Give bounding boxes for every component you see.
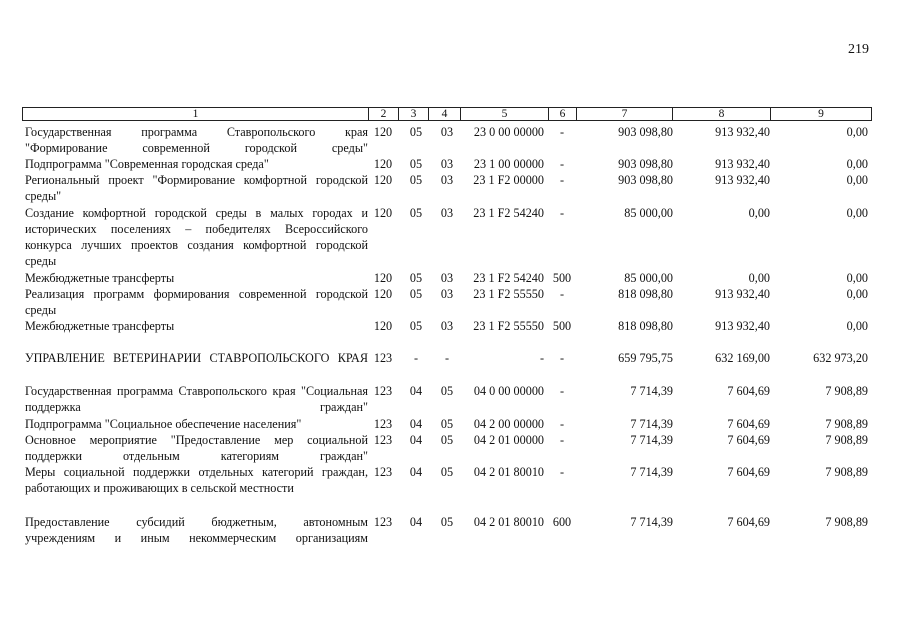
row-col-7: 903 098,80 bbox=[618, 157, 673, 171]
row-col-3: 05 bbox=[409, 206, 423, 220]
row-col-6: 500 bbox=[552, 271, 572, 285]
row-col-4: 03 bbox=[440, 271, 454, 285]
row-col-2: 123 bbox=[373, 465, 393, 479]
row-col-5: 23 1 F2 54240 bbox=[473, 206, 544, 220]
row-col-8: 913 932,40 bbox=[715, 287, 770, 301]
row-col-3: 05 bbox=[409, 157, 423, 171]
row-col-6: 600 bbox=[552, 515, 572, 529]
row-name: Основное мероприятие "Предоставление мер социальной поддержки отдельным категориям граждан" bbox=[25, 433, 368, 463]
header-col-3: 3 bbox=[399, 108, 429, 120]
header-col-6: 6 bbox=[549, 108, 577, 120]
row-col-9: 7 908,89 bbox=[825, 417, 868, 431]
row-name: Подпрограмма "Современная городская среда" bbox=[25, 157, 269, 171]
row-name: Межбюджетные трансферты bbox=[25, 319, 175, 333]
row-col-8: 913 932,40 bbox=[715, 173, 770, 187]
row-col-9: 7 908,89 bbox=[825, 465, 868, 479]
row-col-3: 04 bbox=[409, 515, 423, 529]
row-col-8: 913 932,40 bbox=[715, 319, 770, 333]
row-col-4: - bbox=[444, 351, 450, 365]
row-col-2: 120 bbox=[373, 157, 393, 171]
row-col-7: 903 098,80 bbox=[618, 173, 673, 187]
row-col-2: 123 bbox=[373, 384, 393, 398]
row-col-3: 04 bbox=[409, 384, 423, 398]
row-col-5: 23 1 F2 54240 bbox=[473, 271, 544, 285]
row-col-8: 7 604,69 bbox=[727, 433, 770, 447]
row-col-3: 04 bbox=[409, 465, 423, 479]
row-name: УПРАВЛЕНИЕ ВЕТЕРИНАРИИ СТАВРОПОЛЬСКОГО КРАЯ bbox=[25, 351, 368, 365]
row-col-2: 120 bbox=[373, 287, 393, 301]
row-col-4: 05 bbox=[440, 433, 454, 447]
row-col-9: 0,00 bbox=[846, 206, 868, 220]
row-col-5: 23 1 F2 00000 bbox=[473, 173, 544, 187]
row-col-3: 05 bbox=[409, 319, 423, 333]
header-col-2: 2 bbox=[369, 108, 399, 120]
row-col-6: - bbox=[559, 157, 565, 171]
row-col-4: 05 bbox=[440, 384, 454, 398]
row-col-4: 03 bbox=[440, 125, 454, 139]
row-col-3: - bbox=[413, 351, 419, 365]
row-col-9: 0,00 bbox=[846, 125, 868, 139]
row-name: Предоставление субсидий бюджетным, автономным учреждениям и иным некоммерческим организациям bbox=[25, 515, 368, 545]
row-col-8: 7 604,69 bbox=[727, 417, 770, 431]
row-col-5: 04 2 01 00000 bbox=[473, 433, 544, 447]
row-name: Государственная программа Ставропольского края "Формирование современной городской среды" bbox=[25, 125, 368, 155]
row-name: Межбюджетные трансферты bbox=[25, 271, 175, 285]
row-col-9: 0,00 bbox=[846, 157, 868, 171]
header-col-5: 5 bbox=[461, 108, 549, 120]
row-col-4: 03 bbox=[440, 319, 454, 333]
row-col-7: 85 000,00 bbox=[624, 271, 673, 285]
row-col-8: 913 932,40 bbox=[715, 157, 770, 171]
row-col-7: 7 714,39 bbox=[630, 384, 673, 398]
row-col-6: - bbox=[559, 287, 565, 301]
row-col-6: - bbox=[559, 433, 565, 447]
row-col-7: 659 795,75 bbox=[618, 351, 673, 365]
row-col-6: - bbox=[559, 465, 565, 479]
row-col-6: - bbox=[559, 384, 565, 398]
row-col-9: 0,00 bbox=[846, 287, 868, 301]
row-name: Государственная программа Ставропольского края "Социальная поддержка граждан" bbox=[25, 384, 368, 414]
row-col-7: 818 098,80 bbox=[618, 319, 673, 333]
row-name: Меры социальной поддержки отдельных категорий граждан, работающих и проживающих в сельской местности bbox=[25, 465, 368, 495]
row-col-2: 120 bbox=[373, 173, 393, 187]
row-name: Региональный проект "Формирование комфортной городской среды" bbox=[25, 173, 368, 203]
row-col-2: 123 bbox=[373, 515, 393, 529]
row-col-5: 23 1 F2 55550 bbox=[473, 319, 544, 333]
header-col-8: 8 bbox=[673, 108, 771, 120]
row-col-3: 04 bbox=[409, 417, 423, 431]
row-col-5: - bbox=[539, 351, 544, 365]
row-col-9: 0,00 bbox=[846, 319, 868, 333]
row-col-7: 7 714,39 bbox=[630, 417, 673, 431]
row-col-8: 7 604,69 bbox=[727, 384, 770, 398]
row-col-2: 120 bbox=[373, 206, 393, 220]
row-col-9: 632 973,20 bbox=[813, 351, 868, 365]
header-col-7: 7 bbox=[577, 108, 673, 120]
row-col-8: 632 169,00 bbox=[715, 351, 770, 365]
row-col-4: 05 bbox=[440, 465, 454, 479]
row-col-5: 23 1 F2 55550 bbox=[473, 287, 544, 301]
row-col-4: 03 bbox=[440, 173, 454, 187]
row-col-9: 7 908,89 bbox=[825, 515, 868, 529]
row-col-4: 03 bbox=[440, 157, 454, 171]
row-name: Реализация программ формирования современной городской среды bbox=[25, 287, 368, 317]
row-col-5: 04 2 01 80010 bbox=[473, 465, 544, 479]
row-col-3: 05 bbox=[409, 287, 423, 301]
row-col-2: 120 bbox=[373, 271, 393, 285]
row-col-7: 903 098,80 bbox=[618, 125, 673, 139]
row-col-8: 913 932,40 bbox=[715, 125, 770, 139]
row-col-2: 120 bbox=[373, 125, 393, 139]
row-col-7: 7 714,39 bbox=[630, 515, 673, 529]
row-col-5: 04 2 01 80010 bbox=[473, 515, 544, 529]
row-col-4: 05 bbox=[440, 515, 454, 529]
row-name: Подпрограмма "Социальное обеспечение населения" bbox=[25, 417, 302, 431]
row-col-7: 818 098,80 bbox=[618, 287, 673, 301]
row-col-6: - bbox=[559, 351, 565, 365]
row-col-5: 04 2 00 00000 bbox=[473, 417, 544, 431]
header-col-1: 1 bbox=[23, 108, 369, 120]
row-col-5: 23 1 00 00000 bbox=[473, 157, 544, 171]
row-col-8: 7 604,69 bbox=[727, 465, 770, 479]
row-col-6: - bbox=[559, 417, 565, 431]
row-col-2: 123 bbox=[373, 417, 393, 431]
page-number: 219 bbox=[848, 42, 869, 57]
row-col-7: 7 714,39 bbox=[630, 433, 673, 447]
row-col-3: 05 bbox=[409, 271, 423, 285]
row-col-9: 0,00 bbox=[846, 173, 868, 187]
row-col-8: 0,00 bbox=[748, 206, 770, 220]
row-col-4: 03 bbox=[440, 206, 454, 220]
row-col-6: - bbox=[559, 125, 565, 139]
row-col-9: 7 908,89 bbox=[825, 384, 868, 398]
row-col-4: 05 bbox=[440, 417, 454, 431]
row-col-5: 04 0 00 00000 bbox=[473, 384, 544, 398]
row-col-7: 85 000,00 bbox=[624, 206, 673, 220]
row-col-3: 04 bbox=[409, 433, 423, 447]
header-col-4: 4 bbox=[429, 108, 461, 120]
row-col-7: 7 714,39 bbox=[630, 465, 673, 479]
row-col-9: 0,00 bbox=[846, 271, 868, 285]
row-col-3: 05 bbox=[409, 173, 423, 187]
row-col-2: 120 bbox=[373, 319, 393, 333]
row-col-5: 23 0 00 00000 bbox=[473, 125, 544, 139]
row-col-9: 7 908,89 bbox=[825, 433, 868, 447]
row-col-2: 123 bbox=[373, 433, 393, 447]
row-col-8: 7 604,69 bbox=[727, 515, 770, 529]
row-col-2: 123 bbox=[373, 351, 393, 365]
row-col-6: 500 bbox=[552, 319, 572, 333]
row-col-6: - bbox=[559, 206, 565, 220]
header-col-9: 9 bbox=[818, 108, 824, 120]
row-col-4: 03 bbox=[440, 287, 454, 301]
table-header bbox=[22, 107, 872, 121]
row-col-8: 0,00 bbox=[748, 271, 770, 285]
row-col-6: - bbox=[559, 173, 565, 187]
row-col-3: 05 bbox=[409, 125, 423, 139]
row-name: Создание комфортной городской среды в малых городах и исторических поселениях – победителях Всероссийского конкурса лучших проектов создания комфортной городской среды bbox=[25, 206, 368, 268]
